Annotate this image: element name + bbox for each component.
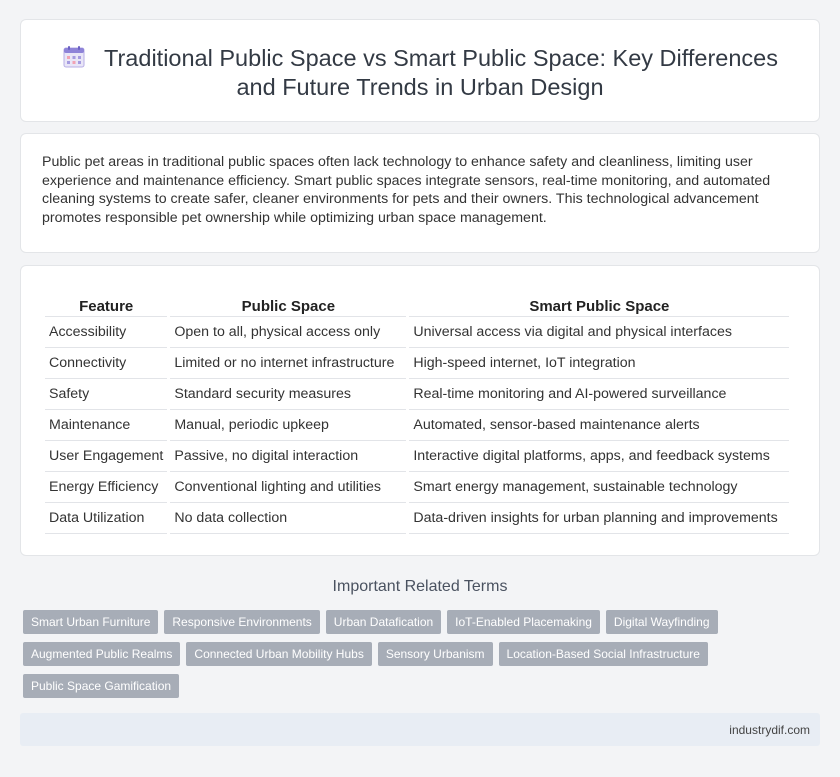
table-cell: Standard security measures	[170, 379, 406, 410]
table-cell: Limited or no internet infrastructure	[170, 348, 406, 379]
table-cell: Interactive digital platforms, apps, and feedback systems	[409, 441, 789, 472]
related-term-tag[interactable]: Digital Wayfinding	[606, 610, 718, 634]
related-term-tag[interactable]: Augmented Public Realms	[23, 642, 180, 666]
column-header-public-space: Public Space	[170, 296, 406, 317]
related-term-tag[interactable]: Responsive Environments	[164, 610, 319, 634]
table-row	[45, 441, 789, 472]
table-header-row	[45, 296, 789, 317]
table-cell: Data Utilization	[45, 503, 167, 534]
table-row	[45, 503, 789, 534]
related-term-tag[interactable]: IoT-Enabled Placemaking	[447, 610, 600, 634]
comparison-table-card	[20, 265, 820, 556]
column-header-feature: Feature	[45, 296, 167, 317]
table-cell: Conventional lighting and utilities	[170, 472, 406, 503]
table-cell: Passive, no digital interaction	[170, 441, 406, 472]
related-terms-title: Important Related Terms	[332, 578, 508, 595]
related-terms-tags	[23, 610, 723, 698]
title-wrap	[51, 44, 789, 102]
calendar-grid-icon	[62, 45, 86, 69]
related-term-tag[interactable]: Connected Urban Mobility Hubs	[186, 642, 371, 666]
table-cell: User Engagement	[45, 441, 167, 472]
table-cell: Automated, sensor-based maintenance alerts	[409, 410, 789, 441]
comparison-table	[42, 296, 792, 534]
page-title	[51, 44, 789, 102]
table-cell: Accessibility	[45, 317, 167, 348]
related-term-tag[interactable]: Public Space Gamification	[23, 674, 179, 698]
related-term-tag[interactable]: Sensory Urbanism	[378, 642, 493, 666]
table-cell: Connectivity	[45, 348, 167, 379]
table-cell: Safety	[45, 379, 167, 410]
table-cell: No data collection	[170, 503, 406, 534]
table-row	[45, 317, 789, 348]
table-row	[45, 410, 789, 441]
column-header-smart-public-space: Smart Public Space	[409, 296, 789, 317]
page-title-text: Traditional Public Space vs Smart Public Space: Key Differences and Future Trends in Urban Design	[104, 45, 778, 100]
intro-paragraph: Public pet areas in traditional public spaces often lack technology to enhance safety and cleanliness, limiting user experience and maintenance efficiency. Smart public spaces integrate sensors, real-time monitoring, and automated cleaning systems to create safer, cleaner environments for pets and their owners. This technological advancement promotes responsible pet ownership while optimizing urban space management.	[42, 154, 771, 227]
header-card	[20, 19, 820, 122]
footer-bar	[20, 713, 820, 746]
footer-site-link[interactable]: industrydif.com	[729, 723, 810, 737]
table-row	[45, 472, 789, 503]
table-cell: Real-time monitoring and AI-powered surveillance	[409, 379, 789, 410]
table-cell: Smart energy management, sustainable technology	[409, 472, 789, 503]
table-cell: Manual, periodic upkeep	[170, 410, 406, 441]
intro-card	[20, 133, 820, 253]
related-term-tag[interactable]: Smart Urban Furniture	[23, 610, 158, 634]
table-cell: Universal access via digital and physical interfaces	[409, 317, 789, 348]
related-term-tag[interactable]: Location-Based Social Infrastructure	[499, 642, 708, 666]
table-cell: Data-driven insights for urban planning and improvements	[409, 503, 789, 534]
table-row	[45, 379, 789, 410]
table-cell: Open to all, physical access only	[170, 317, 406, 348]
table-cell: Maintenance	[45, 410, 167, 441]
table-row	[45, 348, 789, 379]
table-cell: Energy Efficiency	[45, 472, 167, 503]
related-term-tag[interactable]: Urban Datafication	[326, 610, 441, 634]
table-cell: High-speed internet, IoT integration	[409, 348, 789, 379]
